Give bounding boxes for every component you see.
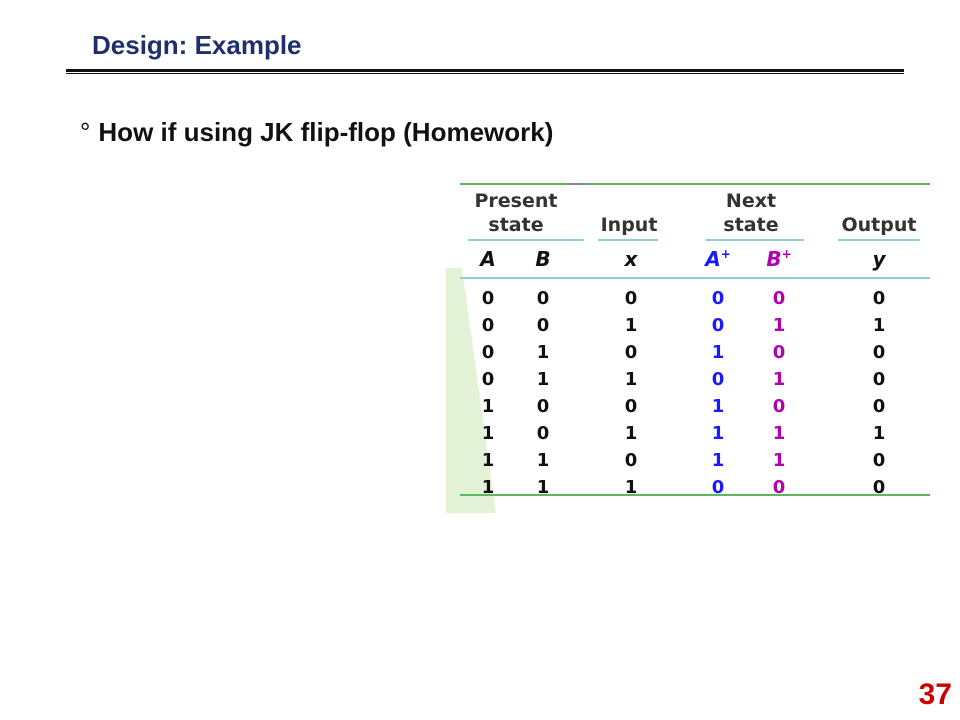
cell-input-x: 0 xyxy=(624,342,638,363)
cell-next-a: 1 xyxy=(711,423,725,444)
page-number: 37 xyxy=(918,678,952,711)
present-state-header-line1: Present xyxy=(474,190,558,212)
cell-next-b: 1 xyxy=(772,369,786,390)
cell-present-b: 0 xyxy=(536,288,550,309)
cell-output-y: 0 xyxy=(872,342,886,363)
cell-present-b: 0 xyxy=(536,315,550,336)
table-row xyxy=(482,423,886,444)
title-divider xyxy=(66,69,904,74)
cell-present-b: 1 xyxy=(536,477,550,498)
output-header: Output xyxy=(841,214,917,236)
cell-output-y: 0 xyxy=(872,396,886,417)
cell-output-y: 1 xyxy=(872,315,886,336)
column-header-next-b: B+ xyxy=(766,247,792,271)
table-row xyxy=(482,315,886,336)
column-header-input-x: x xyxy=(624,247,638,271)
next-state-header-line2: state xyxy=(723,214,779,236)
state-table-graphic xyxy=(446,180,930,515)
bullet-text: How if using JK flip-flop (Homework) xyxy=(98,117,554,147)
column-header-present-a: A xyxy=(480,247,496,271)
cell-present-a: 0 xyxy=(481,315,495,336)
cell-next-a: 1 xyxy=(711,450,725,471)
cell-next-a: 0 xyxy=(711,369,725,390)
table-row xyxy=(482,342,886,363)
cell-present-a: 0 xyxy=(481,288,495,309)
cell-output-y: 0 xyxy=(872,369,886,390)
cell-present-a: 1 xyxy=(481,450,495,471)
cell-present-a: 1 xyxy=(481,423,495,444)
column-header-next-a: A+ xyxy=(705,247,731,271)
cell-next-b: 0 xyxy=(772,342,786,363)
cell-input-x: 0 xyxy=(624,450,638,471)
state-table xyxy=(446,180,930,515)
cell-present-a: 1 xyxy=(481,396,495,417)
cell-next-a: 0 xyxy=(711,288,725,309)
cell-output-y: 0 xyxy=(872,450,886,471)
bullet-marker: ° xyxy=(80,117,91,147)
bullet-item xyxy=(80,117,553,148)
table-row xyxy=(482,450,886,471)
cell-present-a: 1 xyxy=(481,477,495,498)
cell-next-b: 1 xyxy=(772,315,786,336)
cell-input-x: 1 xyxy=(624,369,638,390)
cell-next-b: 1 xyxy=(772,423,786,444)
cell-present-b: 0 xyxy=(536,423,550,444)
cell-next-a: 0 xyxy=(711,477,725,498)
cell-next-a: 1 xyxy=(711,342,725,363)
cell-present-b: 1 xyxy=(536,342,550,363)
cell-input-x: 1 xyxy=(624,423,638,444)
column-header-output-y: y xyxy=(872,247,886,271)
column-header-present-b: B xyxy=(535,247,551,271)
cell-present-b: 1 xyxy=(536,450,550,471)
cell-next-b: 1 xyxy=(772,450,786,471)
cell-present-a: 0 xyxy=(481,369,495,390)
cell-next-a: 0 xyxy=(711,315,725,336)
cell-output-y: 0 xyxy=(872,477,886,498)
next-state-header-line1: Next xyxy=(725,190,777,212)
cell-present-a: 0 xyxy=(481,342,495,363)
slide-title: Design: Example xyxy=(92,30,302,60)
table-row xyxy=(482,288,886,309)
table-row xyxy=(482,396,886,417)
input-header: Input xyxy=(600,214,658,236)
cell-output-y: 0 xyxy=(872,288,886,309)
cell-input-x: 0 xyxy=(624,396,638,417)
cell-present-b: 0 xyxy=(536,396,550,417)
cell-next-b: 0 xyxy=(772,288,786,309)
cell-next-b: 0 xyxy=(772,477,786,498)
cell-present-b: 1 xyxy=(536,369,550,390)
cell-output-y: 1 xyxy=(872,423,886,444)
cell-input-x: 0 xyxy=(624,288,638,309)
cell-input-x: 1 xyxy=(624,477,638,498)
present-state-header-line2: state xyxy=(488,214,544,236)
table-row xyxy=(482,369,886,390)
cell-input-x: 1 xyxy=(624,315,638,336)
cell-next-b: 0 xyxy=(772,396,786,417)
cell-next-a: 1 xyxy=(711,396,725,417)
